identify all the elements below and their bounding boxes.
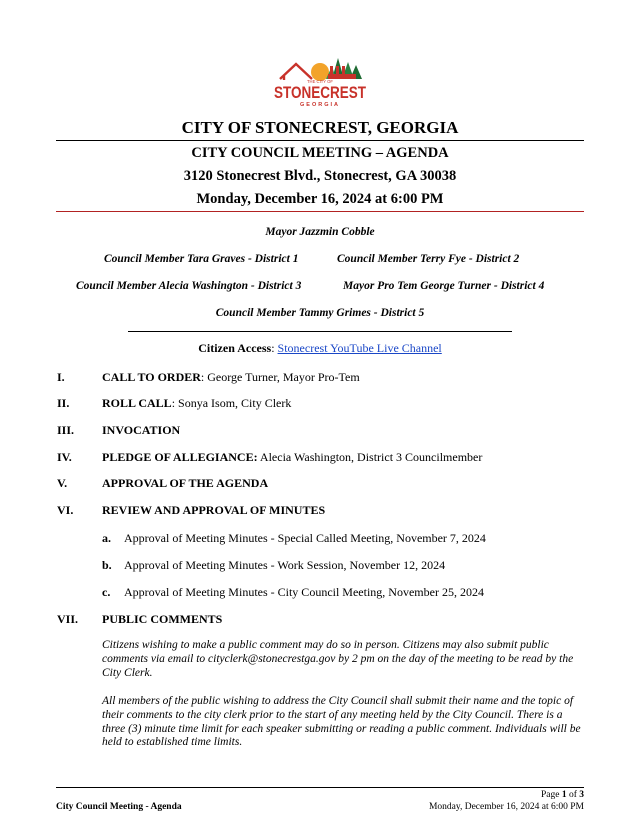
agenda-item-number: VI. [57,503,74,517]
agenda-item-invocation: INVOCATION [102,423,181,437]
agenda-item-call-to-order: CALL TO ORDER: George Turner, Mayor Pro-Tem [102,370,360,384]
page-number: Page 1 of 3 [540,790,584,800]
council-member-district-5: Council Member Tammy Grimes - District 5 [215,307,425,319]
agenda-item-number: IV. [57,450,72,464]
minutes-letter: b. [102,558,112,572]
meeting-title: CITY COUNCIL MEETING – AGENDA [191,145,449,161]
citizen-access-label: Citizen Access [198,341,272,355]
agenda-item-public-comments: PUBLIC COMMENTS [102,612,223,626]
city-logo [270,52,370,112]
council-member-district-1: Council Member Tara Graves - District 1 [104,253,299,265]
minutes-item: Approval of Meeting Minutes - City Council Meeting, November 25, 2024 [124,585,484,599]
council-rule [128,331,512,332]
public-comments-paragraph-2: All members of the public wishing to address the City Council shall submit their name and the topic of their comments to the city clerk prior to the start of any meeting held by the City Council. There is a three (3) minute time limit for each speaker submitting or reading a public comment. Individuals will be held to established time limits. [102,695,581,749]
minutes-item: Approval of Meeting Minutes - Work Session, November 12, 2024 [124,558,446,572]
title-rule [56,140,584,141]
council-member-district-3: Council Member Alecia Washington - District 3 [76,280,302,292]
meeting-address: 3120 Stonecrest Blvd., Stonecrest, GA 30038 [183,168,457,184]
logo-small-text: THE CITY OF [307,79,333,84]
building-icon [328,66,356,79]
agenda-item-number: II. [57,396,70,410]
agenda-item-approval: APPROVAL OF THE AGENDA [102,476,269,490]
footer-right: Monday, December 16, 2024 at 6:00 PM [428,802,584,812]
agenda-item-pledge: PLEDGE OF ALLEGIANCE: Alecia Washington, District 3 Councilmember [102,450,483,464]
council-member-district-4: Mayor Pro Tem George Turner - District 4 [343,280,545,292]
council-member-district-2: Council Member Terry Fye - District 2 [337,253,520,265]
agenda-item-roll-call: ROLL CALL: Sonya Isom, City Clerk [102,396,292,410]
footer-rule [56,787,584,788]
mayor-name: Mayor Jazzmin Cobble [265,226,375,238]
citizen-access-separator: : [271,341,278,355]
logo-state: GEORGIA [300,102,340,108]
public-comments-paragraph-1: Citizens wishing to make a public comment may do so in person. Citizens may also submit public comments via email to cityclerk@stonecrestga.gov by 2 pm on the day of the meeting to be read by the City Clerk. [102,639,574,679]
house-icon [280,64,312,80]
header-accent-rule [56,211,584,212]
footer-left: City Council Meeting - Agenda [56,802,182,812]
minutes-item: Approval of Meeting Minutes - Special Called Meeting, November 7, 2024 [124,531,486,545]
meeting-date: Monday, December 16, 2024 at 6:00 PM [196,191,444,207]
agenda-item-number: III. [57,423,75,437]
youtube-channel-link[interactable]: Stonecrest YouTube Live Channel [277,341,442,355]
agenda-item-number: V. [57,476,68,490]
logo-name: STONECREST [274,83,367,102]
agenda-item-number: VII. [57,612,79,626]
minutes-letter: a. [102,531,111,545]
citizen-access-line [0,341,640,356]
minutes-letter: c. [102,585,111,599]
agenda-item-number: I. [57,370,65,384]
agenda-item-minutes: REVIEW AND APPROVAL OF MINUTES [102,503,326,517]
page-title: CITY OF STONECREST, GEORGIA [181,118,459,137]
